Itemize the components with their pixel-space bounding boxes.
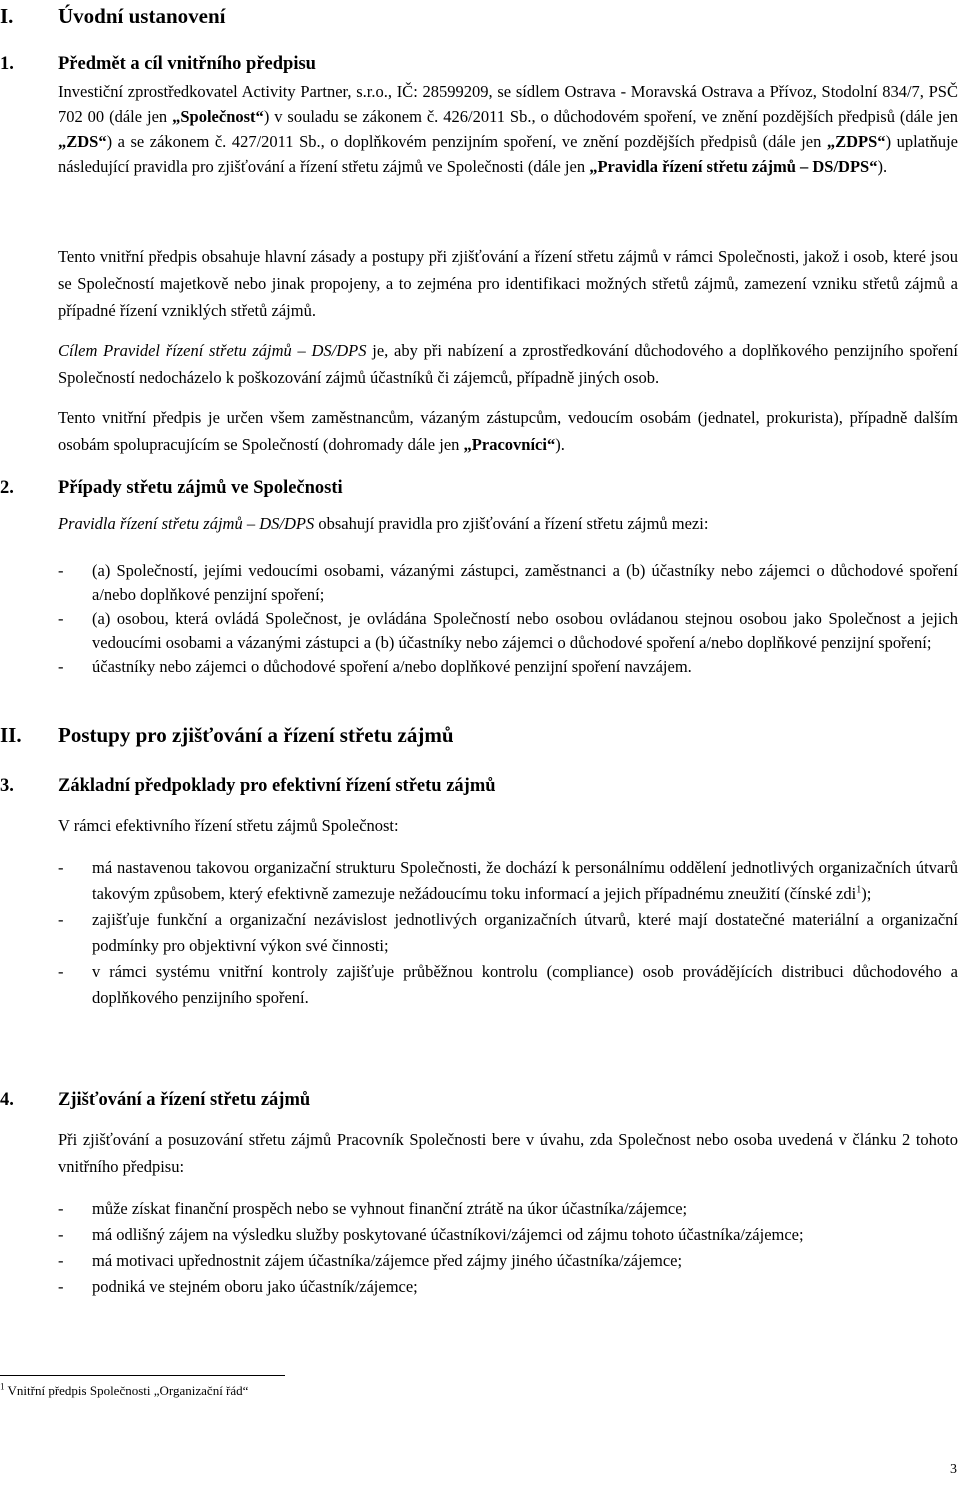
- article-2-number: 2.: [0, 478, 14, 498]
- list-item: - v rámci systému vnitřní kontroly zajišťuje průběžnou kontrolu (compliance) osob provádějících distribuci důchodového a doplňkového penzijního spoření.: [58, 962, 958, 1007]
- list-item: - má nastavenou takovou organizační strukturu Společnosti, že dochází k personálnímu oddělení jednotlivých organizačních útvarů takovým způsobem, který efektivně zamezuje nežádoucímu toku informací a jejich případnému zneužití (čínské zdi$^1$);: [58, 858, 958, 903]
- article-3-number: 3.: [0, 776, 14, 796]
- article-1-paragraph-1: Investiční zprostředkovatel Activity Partner, s.r.o., IČ: 28599209, se sídlem Ostrava - Moravská Ostrava a Přívoz, Stodolní 834/7, PSČ 702 00 (dále jen „Společnost“) v souladu se zákonem č. 426/2011 Sb., o důchodovém spoření, ve znění pozdějších předpisů (dále jen „ZDS“) a se zákonem č. 427/2011 Sb., o doplňkovém penzijním spoření, ve znění pozdějších předpisů (dále jen „ZDPS“) uplatňuje následující pravidla pro zjišťování a řízení střetu zájmů ve Společnosti (dále jen „Pravidla řízení střetu zájmů – DS/DPS“).: [58, 82, 958, 176]
- article-4-intro: Při zjišťování a posuzování střetu zájmů Pracovník Společnosti bere v úvahu, zda Společnost nebo osoba uvedená v článku 2 tohoto vnitřního předpisu:: [58, 1130, 958, 1176]
- article-1-paragraph-4: Tento vnitřní předpis je určen všem zaměstnancům, vázaným zástupcům, vedoucím osobám (jednatel, prokurista), případně dalším osobám spolupracujícím se Společností (dohromady dále jen „Pracovníci“).: [58, 408, 958, 454]
- article-2-title: Případy střetu zájmů ve Společnosti: [58, 478, 343, 498]
- list-item: - (a) osobou, která ovládá Společnost, je ovládána Společností nebo osobou ovládanou stejnou osobou jako Společnost a jejich vedoucími osobami a vázanými zástupci a (b) účastníky nebo zájemci o důchodové spoření a/nebo doplňkové penzijní spoření;: [58, 609, 958, 652]
- article-2-intro: Pravidla řízení střetu zájmů – DS/DPS obsahují pravidla pro zjišťování a řízení střetu zájmů mezi:: [58, 514, 709, 533]
- article-3-title: Základní předpoklady pro efektivní řízení střetu zájmů: [58, 776, 496, 796]
- article-3-intro: V rámci efektivního řízení střetu zájmů Společnost:: [58, 816, 399, 835]
- article-2-heading: [0, 478, 960, 504]
- footnote-ref: 1: [856, 884, 862, 896]
- list-item: - má motivaci upřednostnit zájem účastníka/zájemce před zájmy jiného účastníka/zájemce;: [58, 1251, 683, 1270]
- article-1-number: 1.: [0, 54, 14, 74]
- article-4-list: [58, 1196, 958, 1300]
- footnote-separator: [0, 1375, 285, 1376]
- list-item: - (a) Společností, jejími vedoucími osobami, vázanými zástupci, zaměstnanci a (b) účastníky nebo zájemci o důchodové spoření a/nebo doplňkové penzijní spoření;: [58, 561, 958, 604]
- article-2-list: [58, 559, 958, 679]
- footnote-marker: 1: [0, 1381, 5, 1392]
- list-item: - zajišťuje funkční a organizační nezávislost jednotlivých organizačních útvarů, které mají dostatečné materiální a organizační podmínky pro objektivní výkon své činnosti;: [58, 910, 958, 955]
- article-4-number: 4.: [0, 1090, 14, 1110]
- article-4-heading: [0, 1090, 960, 1116]
- section-I-heading: [0, 4, 960, 32]
- article-3-list: [58, 855, 958, 1011]
- footnote: [0, 1383, 248, 1399]
- article-1-title: Předmět a cíl vnitřního předpisu: [58, 54, 316, 74]
- section-I-number: I.: [0, 4, 14, 28]
- list-item: - účastníky nebo zájemci o důchodové spoření a/nebo doplňkové penzijní spoření navzájem.: [58, 657, 692, 676]
- article-1-paragraph-3: Cílem Pravidel řízení střetu zájmů – DS/DPS je, aby při nabízení a zprostředkování důchodového a doplňkového penzijního spoření Společností nedocházelo k poškozování zájmů účastníků či zájemců, případně jiných osob.: [58, 341, 958, 387]
- list-item: - může získat finanční prospěch nebo se vyhnout finanční ztrátě na úkor účastníka/zájemce;: [58, 1199, 688, 1218]
- term-pravidla: „Pravidla řízení střetu zájmů – DS/DPS“: [589, 157, 878, 176]
- section-I-title: Úvodní ustanovení: [58, 4, 226, 28]
- article-4-title: Zjišťování a řízení střetu zájmů: [58, 1090, 311, 1110]
- term-zds: „ZDS“: [58, 132, 107, 151]
- article-3-heading: [0, 776, 960, 802]
- section-II-heading: [0, 723, 960, 751]
- footnote-text: Vnitřní předpis Společnosti „Organizační řád“: [4, 1383, 249, 1398]
- list-item: - podniká ve stejném oboru jako účastník/zájemce;: [58, 1277, 418, 1296]
- list-item: - má odlišný zájem na výsledku služby poskytované účastníkovi/zájemci od zájmu tohoto účastníka/zájemce;: [58, 1225, 804, 1244]
- section-II-number: II.: [0, 723, 22, 747]
- article-1-heading: [0, 54, 960, 80]
- article-1-paragraph-2: Tento vnitřní předpis obsahuje hlavní zásady a postupy při zjišťování a řízení střetu zájmů v rámci Společnosti, jakož i osob, které jsou se Společností majetkově nebo jinak propojeny, a to zejména pro identifikaci možných střetů zájmů, zamezení vzniku střetů zájmů a případné řízení vzniklých střetů zájmů.: [58, 247, 958, 320]
- section-II-title: Postupy pro zjišťování a řízení střetu zájmů: [58, 723, 454, 747]
- term-spolecnost: „Společnost“: [172, 107, 264, 126]
- term-zdps: „ZDPS“: [826, 132, 886, 151]
- page-number: 3: [950, 1462, 957, 1477]
- term-pracovnici: „Pracovníci“: [463, 435, 556, 454]
